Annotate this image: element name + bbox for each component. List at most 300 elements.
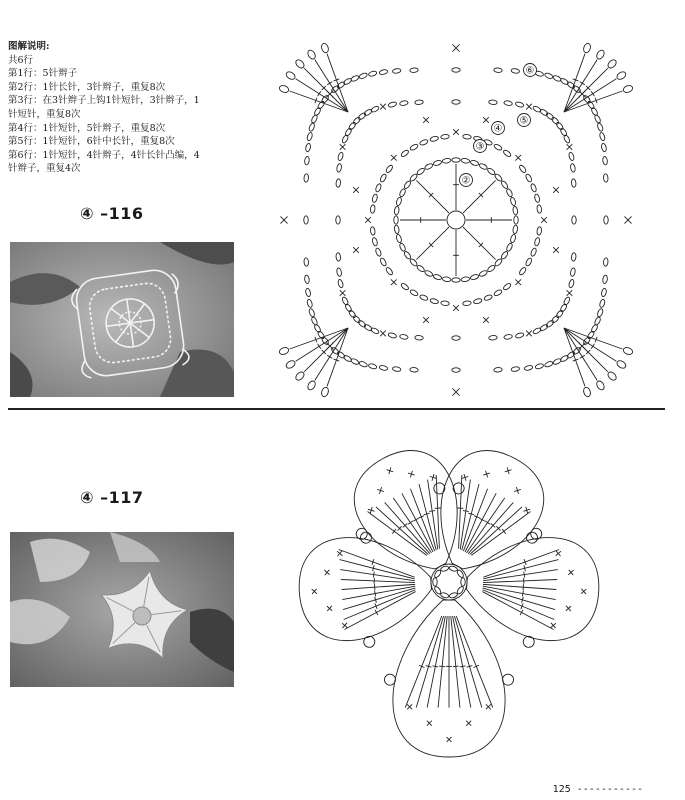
- double-crochet-bar: [460, 666, 466, 667]
- double-crochet-bar: [318, 91, 321, 96]
- double-crochet-symbol: [385, 495, 430, 561]
- chain-stitch-symbol: [424, 163, 433, 171]
- flower-center-ring: [431, 564, 467, 600]
- chain-stitch-symbol: [396, 234, 403, 243]
- chain-stitch-symbol: [463, 301, 472, 306]
- round-marker-number: ⑥: [525, 65, 535, 77]
- chain-stitch-symbol: [530, 247, 537, 256]
- double-crochet-symbol: [431, 475, 490, 549]
- picot-symbol: [294, 370, 305, 381]
- chain-stitch-symbol: [379, 173, 387, 182]
- single-crochet-symbol: [450, 302, 461, 313]
- single-crochet-symbol: [480, 114, 491, 125]
- chain-stitch-symbol: [502, 149, 511, 158]
- chain-stitch-symbol: [348, 121, 357, 130]
- instruction-line: 第4行：1针短针，5针辫子，重复8次: [8, 122, 166, 134]
- instruction-line: 第5行：1针短针，6针中长针，重复8次: [8, 136, 175, 148]
- chain-stitch-symbol: [597, 122, 604, 131]
- section-divider: [8, 408, 665, 410]
- single-crochet-symbol: [538, 214, 549, 225]
- photo-star-motif: [10, 532, 234, 687]
- chain-stitch-symbol: [370, 105, 379, 113]
- chain-stitch-symbol: [368, 70, 377, 77]
- single-crochet-symbol: [482, 470, 491, 479]
- instruction-line: 第6行：1针短针，4针辫子，4针长针凸编，4: [8, 149, 200, 161]
- chain-stitch-symbol: [452, 100, 460, 104]
- single-crochet-symbol: [450, 126, 461, 137]
- chain-stitch-symbol: [568, 279, 575, 288]
- pattern-label-116: ④ –116: [80, 204, 144, 223]
- chain-stitch-symbol: [452, 278, 460, 282]
- chain-stitch-symbol: [599, 132, 606, 141]
- chain-stitch-symbol: [487, 264, 496, 272]
- chain-stitch-symbol: [570, 268, 576, 277]
- chain-stitch-symbol: [461, 158, 470, 164]
- flower-petal: [384, 600, 513, 757]
- chain-stitch-symbol: [348, 309, 357, 318]
- double-crochet-symbol: [402, 493, 433, 552]
- chain-stitch-symbol: [597, 308, 604, 317]
- chain-stitch-symbol: [512, 225, 518, 234]
- instruction-line: 第3行：在3针辫子上钩1针短针，3针辫子，1: [8, 95, 200, 107]
- chain-stitch-symbol: [372, 237, 378, 246]
- single-crochet-symbol: [350, 244, 361, 255]
- double-crochet-bar: [432, 666, 438, 667]
- picot-symbol: [582, 42, 591, 53]
- double-crochet-symbol: [482, 588, 557, 610]
- single-crochet-symbol: [325, 603, 335, 613]
- chain-stitch-symbol: [537, 227, 542, 236]
- chain-stitch-symbol: [532, 327, 541, 335]
- chain-stitch-symbol: [601, 143, 607, 152]
- chain-stitch-symbol: [304, 174, 309, 183]
- chain-stitch-symbol: [601, 288, 607, 297]
- single-crochet-symbol: [337, 287, 348, 298]
- chain-stitch-symbol: [449, 565, 458, 572]
- chain-stitch-symbol: [493, 289, 502, 297]
- chain-stitch-symbol: [304, 156, 310, 165]
- single-crochet-symbol: [464, 718, 474, 728]
- chain-stitch-symbol: [441, 301, 450, 306]
- chain-stitch-symbol: [396, 197, 403, 206]
- single-crochet-symbol: [377, 328, 388, 339]
- single-crochet-symbol: [566, 568, 576, 578]
- chain-stitch-symbol: [433, 578, 437, 586]
- chain-stitch-symbol: [544, 72, 553, 79]
- double-crochet-symbol: [408, 475, 467, 549]
- chain-stitch-symbol: [452, 158, 460, 162]
- chain-stitch-symbol: [441, 134, 450, 139]
- chain-stitch-symbol: [419, 139, 428, 146]
- chain-stitch-symbol: [379, 69, 388, 75]
- page-footer: [553, 784, 643, 795]
- chain-stitch-symbol: [363, 323, 372, 331]
- double-crochet-bar: [580, 82, 585, 85]
- chain-stitch-symbol: [394, 206, 400, 215]
- chain-stitch-symbol: [555, 121, 564, 130]
- chain-stitch-symbol: [506, 242, 514, 251]
- chain-stitch-symbol: [352, 116, 361, 125]
- chain-stitch-symbol: [433, 160, 442, 167]
- chain-stitch-symbol: [559, 303, 567, 312]
- chain-stitch-symbol: [514, 216, 518, 224]
- double-crochet-symbol: [339, 544, 415, 582]
- double-crochet-bar: [375, 610, 378, 616]
- double-crochet-symbol: [564, 68, 608, 112]
- chain-stitch-symbol: [357, 112, 366, 121]
- chain-stitch-symbol: [424, 270, 433, 278]
- single-crochet-symbol: [337, 141, 348, 152]
- picot-symbol: [278, 84, 289, 93]
- square-motif-chart: [268, 30, 648, 404]
- chain-stitch-symbol: [545, 112, 554, 121]
- double-crochet-bar: [402, 523, 408, 527]
- chain-stitch-symbol: [399, 242, 407, 251]
- chain-stitch-symbol: [415, 100, 424, 105]
- chain-stitch-symbol: [502, 282, 511, 291]
- single-crochet-symbol: [513, 152, 524, 163]
- single-crochet-symbol: [621, 213, 635, 227]
- picot-symbol: [363, 636, 375, 648]
- single-crochet-symbol: [309, 586, 319, 596]
- single-crochet-symbol: [367, 506, 376, 515]
- double-crochet-symbol: [470, 496, 522, 566]
- chain-stitch-symbol: [500, 180, 508, 189]
- chain-stitch-symbol: [518, 266, 527, 275]
- picot-symbol: [595, 380, 606, 392]
- chain-stitch-symbol: [336, 253, 341, 262]
- chain-stitch-symbol: [410, 367, 419, 372]
- picot-symbol: [523, 636, 535, 648]
- round-marker-number: ③: [475, 141, 485, 153]
- chain-stitch-symbol: [344, 127, 352, 136]
- picot-symbol: [294, 58, 305, 69]
- double-crochet-symbol: [405, 484, 450, 550]
- chain-stitch-symbol: [409, 289, 418, 297]
- chain-stitch-symbol: [571, 253, 576, 262]
- double-crochet-bar: [327, 355, 332, 358]
- single-crochet-symbol: [376, 486, 385, 495]
- double-crochet-symbol: [416, 227, 449, 260]
- single-crochet-symbol: [449, 41, 463, 55]
- instructions: [8, 40, 248, 176]
- picot-symbol: [320, 42, 329, 53]
- chain-stitch-symbol: [350, 75, 359, 83]
- chain-stitch-symbol: [400, 149, 409, 158]
- double-crochet-symbol: [342, 584, 415, 589]
- instruction-line: 共6行: [8, 54, 34, 66]
- chain-stitch-symbol: [308, 122, 315, 131]
- picot-symbol: [278, 346, 289, 355]
- double-crochet-symbol: [407, 480, 459, 550]
- chain-stitch-symbol: [511, 68, 520, 74]
- chain-stitch-symbol: [341, 296, 349, 305]
- single-crochet-symbol: [407, 470, 416, 479]
- double-crochet-bar: [408, 521, 414, 524]
- chain-stitch-symbol: [336, 179, 341, 188]
- single-crochet-symbol: [564, 287, 575, 298]
- chain-stitch-symbol: [594, 114, 602, 123]
- chain-stitch-symbol: [470, 274, 479, 281]
- photo-square-motif: [10, 242, 234, 397]
- single-crochet-symbol: [564, 603, 574, 613]
- chain-stitch-symbol: [603, 174, 608, 183]
- chain-stitch-symbol: [430, 136, 439, 142]
- double-crochet-symbol: [340, 564, 415, 586]
- chain-stitch-symbol: [311, 316, 319, 325]
- chain-stitch-symbol: [602, 275, 608, 284]
- single-crochet-symbol: [377, 101, 388, 112]
- chain-stitch-symbol: [551, 116, 560, 125]
- chain-stitch-symbol: [493, 143, 502, 151]
- single-crochet-symbol: [513, 486, 522, 495]
- chain-stitch-symbol: [452, 68, 460, 72]
- round-marker-number: ②: [461, 175, 471, 187]
- chain-stitch-symbol: [358, 72, 367, 79]
- single-crochet-symbol: [579, 586, 589, 596]
- chain-stitch-symbol: [487, 167, 496, 175]
- chain-stitch-symbol: [489, 335, 498, 340]
- chain-stitch-symbol: [305, 143, 311, 152]
- chain-stitch-symbol: [461, 578, 465, 586]
- single-crochet-symbol: [522, 506, 531, 515]
- double-crochet-bar: [490, 523, 496, 527]
- picot-symbol: [595, 49, 606, 61]
- chain-stitch-symbol: [379, 257, 387, 266]
- picot-symbol: [606, 58, 617, 69]
- chain-stitch-symbol: [379, 365, 388, 371]
- double-crochet-symbol: [481, 590, 556, 620]
- double-crochet-bar: [591, 91, 594, 96]
- chain-stitch-symbol: [545, 319, 554, 328]
- chain-stitch-symbol: [534, 194, 540, 203]
- chain-stitch-symbol: [337, 152, 344, 161]
- chain-stitch-symbol: [552, 358, 561, 366]
- chain-stitch-symbol: [368, 363, 377, 370]
- double-crochet-bar: [439, 666, 445, 667]
- chain-stitch-symbol: [463, 134, 472, 139]
- instruction-line: 第2行：1针长针，3针辫子，重复8次: [8, 81, 166, 93]
- single-crochet-symbol: [385, 466, 394, 475]
- chain-stitch-symbol: [372, 194, 378, 203]
- double-crochet-symbol: [483, 584, 556, 589]
- double-crochet-bar: [485, 521, 491, 524]
- chain-stitch-symbol: [530, 183, 537, 192]
- double-crochet-symbol: [483, 564, 558, 586]
- chain-stitch-symbol: [392, 68, 401, 74]
- single-crochet-symbol: [405, 702, 415, 712]
- picot-symbol: [306, 380, 317, 392]
- chain-stitch-symbol: [442, 276, 451, 282]
- chain-stitch-symbol: [494, 367, 503, 372]
- chain-stitch-symbol: [336, 163, 342, 172]
- chain-stitch-symbol: [388, 101, 397, 108]
- chain-stitch-symbol: [416, 167, 425, 175]
- picot-symbol: [622, 346, 633, 355]
- chain-stitch-symbol: [524, 365, 533, 371]
- single-crochet-symbol: [322, 568, 332, 578]
- double-crochet-symbol: [465, 493, 496, 552]
- chain-stitch-symbol: [555, 309, 564, 318]
- double-crochet-symbol: [416, 180, 449, 213]
- chain-stitch-symbol: [525, 257, 533, 266]
- chain-stitch-symbol: [604, 216, 608, 224]
- picot-symbol: [606, 370, 617, 381]
- chain-stitch-symbol: [419, 294, 428, 301]
- chain-stitch-symbol: [385, 164, 394, 173]
- chain-stitch-symbol: [510, 234, 517, 243]
- chain-stitch-symbol: [403, 180, 411, 189]
- chain-stitch-symbol: [510, 197, 517, 206]
- chain-stitch-symbol: [336, 216, 340, 224]
- single-crochet-symbol: [480, 314, 491, 325]
- chain-stitch-symbol: [385, 266, 394, 275]
- chain-stitch-symbol: [304, 258, 309, 267]
- chain-stitch-symbol: [308, 308, 315, 317]
- double-crochet-symbol: [393, 494, 431, 556]
- chain-stitch-symbol: [470, 160, 479, 167]
- chain-stitch-symbol: [375, 183, 382, 192]
- double-crochet-bar: [318, 344, 321, 349]
- chain-stitch-symbol: [433, 274, 442, 281]
- chain-stitch-symbol: [478, 270, 487, 278]
- chain-stitch-symbol: [357, 319, 366, 328]
- chain-stitch-symbol: [535, 363, 544, 370]
- round-marker-number: ④: [493, 123, 503, 135]
- instruction-line: 针辫子，重复4次: [8, 163, 81, 175]
- single-crochet-symbol: [504, 466, 513, 475]
- chain-stitch-symbol: [494, 68, 503, 73]
- chain-stitch-symbol: [571, 179, 576, 188]
- chain-stitch-symbol: [336, 268, 342, 277]
- chain-stitch-symbol: [563, 134, 571, 143]
- magic-ring: [447, 211, 465, 229]
- picot-symbol: [285, 359, 297, 370]
- chain-stitch-symbol: [442, 158, 451, 164]
- single-crochet-symbol: [550, 184, 561, 195]
- chain-stitch-symbol: [489, 100, 498, 105]
- chain-stitch-symbol: [375, 247, 382, 256]
- chain-stitch-symbol: [452, 336, 460, 340]
- single-crochet-symbol: [444, 735, 454, 745]
- single-crochet-symbol: [277, 213, 291, 227]
- chain-stitch-symbol: [544, 361, 553, 368]
- chain-stitch-symbol: [599, 299, 606, 308]
- double-crochet-symbol: [463, 227, 496, 260]
- chain-stitch-symbol: [370, 205, 375, 214]
- chain-stitch-symbol: [511, 366, 520, 372]
- chain-stitch-symbol: [400, 282, 409, 291]
- round-marker-number: ⑤: [519, 115, 529, 127]
- chain-stitch-symbol: [572, 216, 576, 224]
- chain-stitch-symbol: [305, 288, 311, 297]
- chain-stitch-symbol: [399, 334, 408, 340]
- chain-stitch-symbol: [515, 101, 524, 108]
- chain-stitch-symbol: [358, 361, 367, 368]
- picot-symbol: [451, 481, 466, 496]
- chain-stitch-symbol: [440, 592, 449, 599]
- chain-stitch-symbol: [440, 565, 449, 572]
- picot-symbol: [582, 386, 591, 397]
- single-crochet-symbol: [350, 184, 361, 195]
- picot-symbol: [503, 674, 514, 685]
- chain-stitch-symbol: [337, 279, 344, 288]
- chain-stitch-symbol: [500, 251, 508, 260]
- chain-stitch-symbol: [603, 258, 608, 267]
- square-motif-chart-svg: [268, 30, 648, 400]
- double-crochet-symbol: [342, 588, 417, 610]
- chain-stitch-symbol: [410, 68, 419, 73]
- double-crochet-bar: [375, 591, 376, 597]
- picot-symbol: [285, 70, 297, 81]
- single-crochet-symbol: [513, 277, 524, 288]
- single-crochet-symbol: [424, 718, 434, 728]
- picot-symbol: [616, 359, 628, 370]
- chain-stitch-symbol: [304, 216, 308, 224]
- double-crochet-symbol: [564, 328, 608, 372]
- chain-stitch-symbol: [478, 163, 487, 171]
- single-crochet-symbol: [420, 114, 431, 125]
- double-crochet-symbol: [448, 484, 493, 550]
- double-crochet-bar: [374, 578, 375, 584]
- chain-stitch-symbol: [394, 225, 400, 234]
- chain-stitch-symbol: [518, 164, 527, 173]
- page-number: 125: [552, 784, 571, 795]
- chain-stitch-symbol: [449, 592, 458, 599]
- chain-stitch-symbol: [399, 100, 408, 106]
- single-crochet-symbol: [564, 141, 575, 152]
- chain-stitch-symbol: [473, 298, 482, 304]
- double-crochet-bar: [327, 82, 332, 85]
- chain-stitch-symbol: [430, 298, 439, 304]
- pattern-label-117: ④ –117: [80, 488, 144, 507]
- double-crochet-symbol: [376, 496, 428, 566]
- chain-stitch-symbol: [551, 315, 560, 324]
- picot-symbol: [616, 70, 628, 81]
- double-crochet-symbol: [468, 495, 513, 561]
- chain-stitch-symbol: [399, 188, 407, 197]
- chain-stitch-symbol: [504, 334, 513, 340]
- single-crochet-symbol: [388, 277, 399, 288]
- chain-stitch-symbol: [539, 108, 548, 116]
- chain-stitch-symbol: [306, 132, 313, 141]
- double-crochet-symbol: [483, 544, 559, 582]
- chain-stitch-symbol: [515, 332, 524, 339]
- chain-stitch-symbol: [537, 205, 542, 214]
- flower-motif-chart-svg: [262, 412, 642, 782]
- chain-stitch-symbol: [506, 188, 514, 197]
- double-crochet-symbol: [342, 590, 417, 620]
- single-crochet-symbol: [483, 702, 493, 712]
- double-crochet-bar: [523, 578, 524, 584]
- single-crochet-symbol: [449, 385, 463, 399]
- single-crochet-symbol: [420, 314, 431, 325]
- chain-stitch-symbol: [512, 206, 518, 215]
- chain-stitch-symbol: [392, 366, 401, 372]
- chain-stitch-symbol: [304, 275, 310, 284]
- flower-motif-chart: [262, 412, 642, 786]
- chain-stitch-symbol: [409, 143, 418, 151]
- double-crochet-symbol: [304, 328, 348, 372]
- chain-stitch-symbol: [570, 163, 576, 172]
- single-crochet-symbol: [362, 214, 373, 225]
- double-crochet-symbol: [467, 494, 505, 556]
- double-crochet-bar: [479, 518, 484, 521]
- single-crochet-symbol: [388, 152, 399, 163]
- double-crochet-bar: [591, 344, 594, 349]
- picot-symbol: [622, 84, 633, 93]
- picot-symbol: [320, 386, 329, 397]
